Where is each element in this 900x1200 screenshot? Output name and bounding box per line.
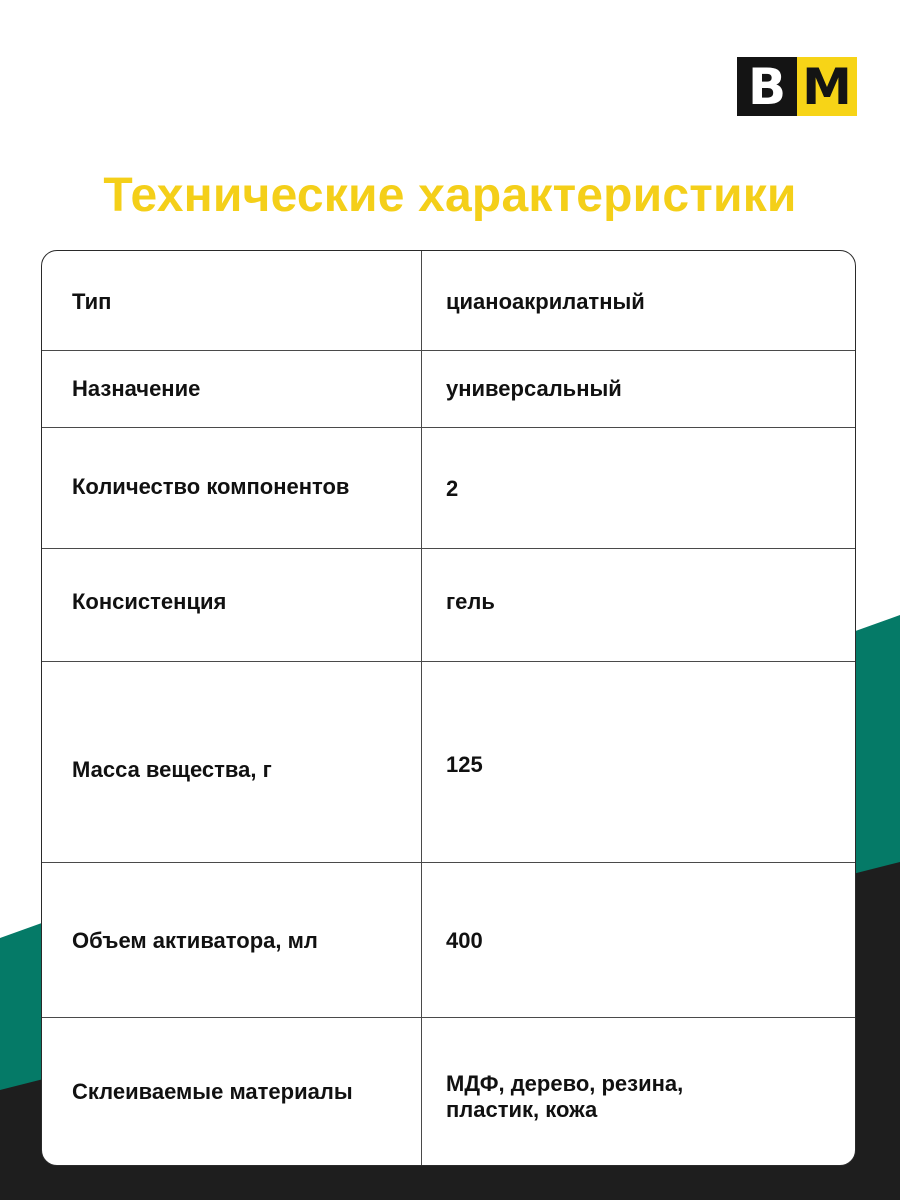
logo-letter-b: В (737, 57, 797, 116)
spec-label: Объем активатора, мл (72, 928, 318, 953)
spec-value: 2 (446, 476, 459, 501)
spec-row-mass (42, 662, 855, 863)
spec-label: Тип (72, 289, 112, 314)
brand-logo (737, 57, 857, 116)
column-divider (421, 251, 422, 350)
spec-value: МДФ, дерево, резина, пластик, кожа (446, 1071, 684, 1122)
spec-row-components (42, 428, 855, 549)
column-divider (421, 662, 422, 862)
page-title: Технические характеристики (103, 169, 797, 222)
column-divider (421, 428, 422, 548)
spec-value: гель (446, 589, 495, 614)
spec-row-consistency (42, 549, 855, 662)
spec-label: Количество компонентов (72, 474, 350, 499)
spec-row-activator-volume (42, 863, 855, 1018)
spec-value: 400 (446, 928, 483, 953)
column-divider (421, 549, 422, 661)
logo-letter-m: М (797, 57, 857, 116)
spec-row-type (42, 251, 855, 351)
spec-row-purpose (42, 351, 855, 428)
spec-label: Масса вещества, г (72, 757, 272, 782)
specs-table (41, 250, 856, 1166)
column-divider (421, 1018, 422, 1166)
column-divider (421, 351, 422, 427)
spec-value: цианоакрилатный (446, 289, 645, 314)
spec-value: универсальный (446, 376, 622, 401)
spec-label: Склеиваемые материалы (72, 1079, 353, 1104)
spec-value: 125 (446, 752, 483, 777)
column-divider (421, 863, 422, 1017)
spec-row-materials (42, 1018, 855, 1166)
spec-label: Назначение (72, 376, 201, 401)
spec-label: Консистенция (72, 589, 227, 614)
